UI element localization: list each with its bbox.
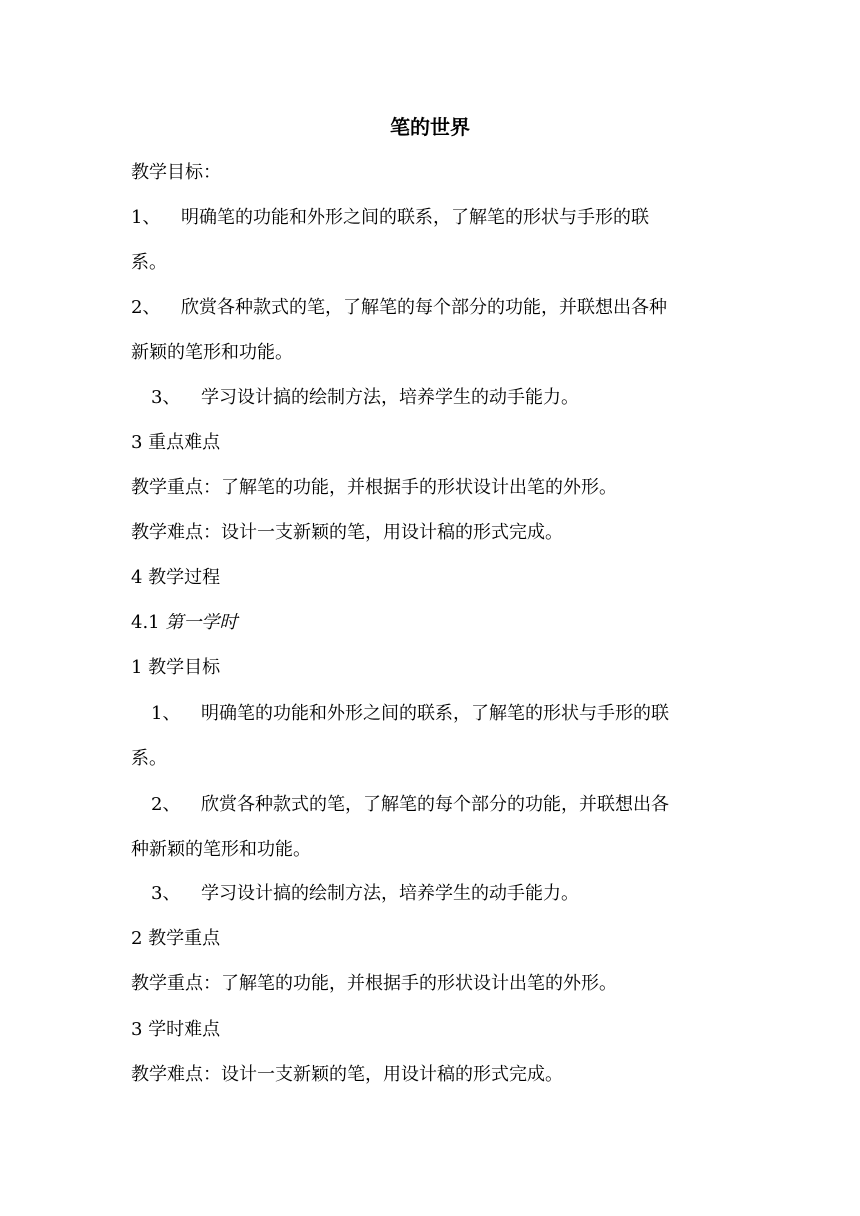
section-4-1-heading	[131, 609, 731, 637]
subsection-1-heading: 1 教学目标	[131, 657, 221, 678]
sub-objective-1-continued: 系。	[131, 748, 167, 769]
sub-objective-1	[151, 700, 751, 728]
subsection-2-heading: 2 教学重点	[131, 928, 221, 949]
objective-1	[131, 204, 731, 232]
difficulty-text: 教学难点：设计一支新颖的笔，用设计稿的形式完成。	[131, 522, 563, 543]
subsection-3-text: 教学难点：设计一支新颖的笔，用设计稿的形式完成。	[131, 1064, 563, 1085]
sub-objective-3	[151, 880, 751, 908]
sub-objective-2	[151, 791, 751, 819]
objective-3-text: 学习设计搞的绘制方法，培养学生的动手能力。	[201, 387, 579, 408]
key-point-text: 教学重点：了解笔的功能，并根据手的形状设计出笔的外形。	[131, 477, 617, 498]
section-3-heading: 3 重点难点	[131, 432, 221, 453]
objective-2-text: 欣赏各种款式的笔，了解笔的每个部分的功能，并联想出各种	[181, 297, 667, 318]
sub-objective-1-text: 明确笔的功能和外形之间的联系，了解笔的形状与手形的联	[201, 703, 669, 724]
sub-objective-2-continued: 种新颖的笔形和功能。	[131, 839, 311, 860]
subsection-2-text: 教学重点：了解笔的功能，并根据手的形状设计出笔的外形。	[131, 973, 617, 994]
sub-objective-3-number: 3、	[151, 883, 181, 904]
section-4-heading: 4 教学过程	[131, 567, 221, 588]
subsection-3-heading: 3 学时难点	[131, 1019, 221, 1040]
sub-objective-2-text: 欣赏各种款式的笔，了解笔的每个部分的功能，并联想出各	[201, 794, 669, 815]
objective-1-text: 明确笔的功能和外形之间的联系，了解笔的形状与手形的联	[181, 207, 649, 228]
sub-objective-2-number: 2、	[151, 794, 181, 815]
objective-2-number: 2、	[131, 297, 161, 318]
objective-1-continued: 系。	[131, 252, 167, 273]
sub-objective-1-number: 1、	[151, 703, 181, 724]
sub-objective-3-text: 学习设计搞的绘制方法，培养学生的动手能力。	[201, 883, 579, 904]
objective-3	[151, 384, 751, 412]
objective-3-number: 3、	[151, 387, 181, 408]
objective-1-number: 1、	[131, 207, 161, 228]
section-4-1-number: 4.1	[131, 612, 166, 633]
objective-2-continued: 新颖的笔形和功能。	[131, 342, 293, 363]
objective-2	[131, 294, 731, 322]
document-title: 笔的世界	[390, 115, 470, 139]
objectives-heading: 教学目标：	[131, 162, 221, 183]
section-4-1-label: 第一学时	[165, 612, 238, 633]
